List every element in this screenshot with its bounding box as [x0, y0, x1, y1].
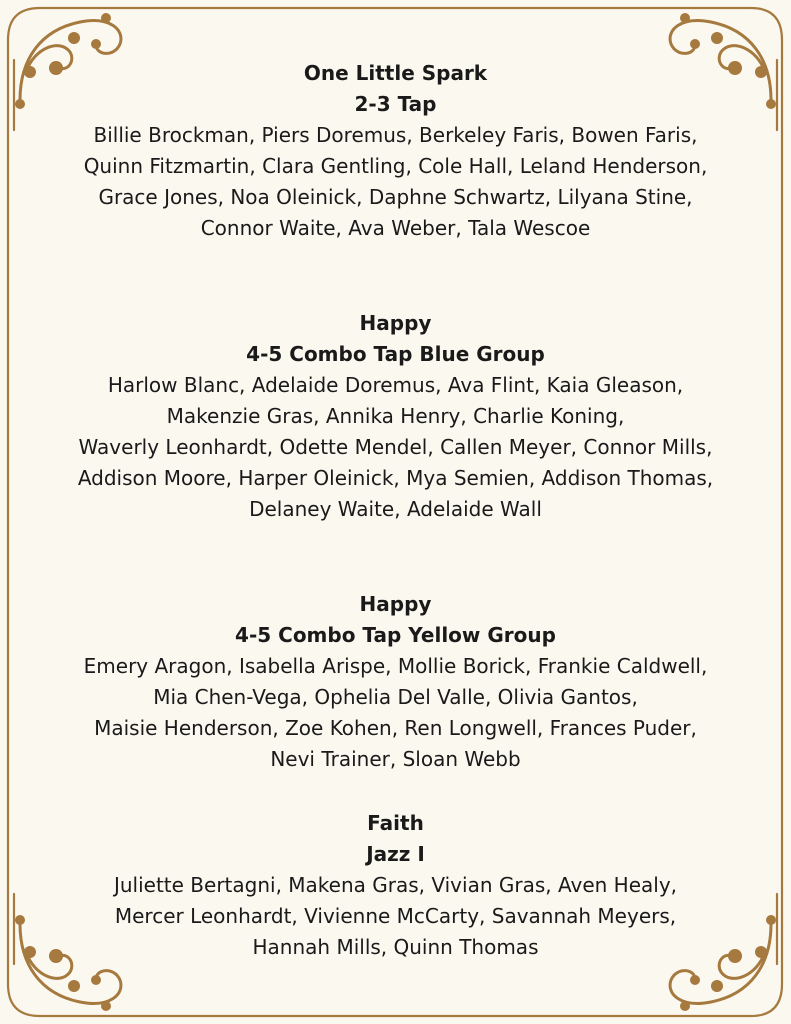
section-title: One Little Spark [303, 61, 488, 85]
section-faith [30, 808, 761, 963]
section-title: Happy [359, 311, 432, 335]
section-subtitle: Jazz I [366, 842, 425, 866]
section-title: Faith [367, 811, 424, 835]
section-subtitle: 4-5 Combo Tap Yellow Group [235, 623, 556, 647]
section-happy-yellow [30, 589, 761, 775]
section-title: Happy [359, 592, 432, 616]
section-names: Juliette Bertagni, Makena Gras, Vivian Gras, Aven Healy, Mercer Leonhardt, Vivienne McCarty, Savannah Meyers, Hannah Mills, Quinn Thomas [113, 873, 678, 959]
section-names: Emery Aragon, Isabella Arispe, Mollie Borick, Frankie Caldwell, Mia Chen-Vega, Ophelia Del Valle, Olivia Gantos, Maisie Henderson, Zoe Kohen, Ren Longwell, Frances Puder, Nevi Trainer, Sloan Webb [83, 654, 708, 771]
section-one-little-spark [30, 58, 761, 244]
section-happy-blue [30, 308, 761, 525]
section-subtitle: 4-5 Combo Tap Blue Group [246, 342, 545, 366]
section-names: Billie Brockman, Piers Doremus, Berkeley Faris, Bowen Faris, Quinn Fitzmartin, Clara Gentling, Cole Hall, Leland Henderson, Grace Jones, Noa Oleinick, Daphne Schwartz, Lilyana Stine, Connor Waite, Ava Weber, Tala Wescoe [83, 123, 708, 240]
section-names: Harlow Blanc, Adelaide Doremus, Ava Flint, Kaia Gleason, Makenzie Gras, Annika Henry, Charlie Koning, Waverly Leonhardt, Odette Mendel, Callen Meyer, Connor Mills, Addison Moore, Harper Oleinick, Mya Semien, Addison Thomas, Delaney Waite, Adelaide Wall [77, 373, 714, 521]
section-subtitle: 2-3 Tap [354, 92, 437, 116]
